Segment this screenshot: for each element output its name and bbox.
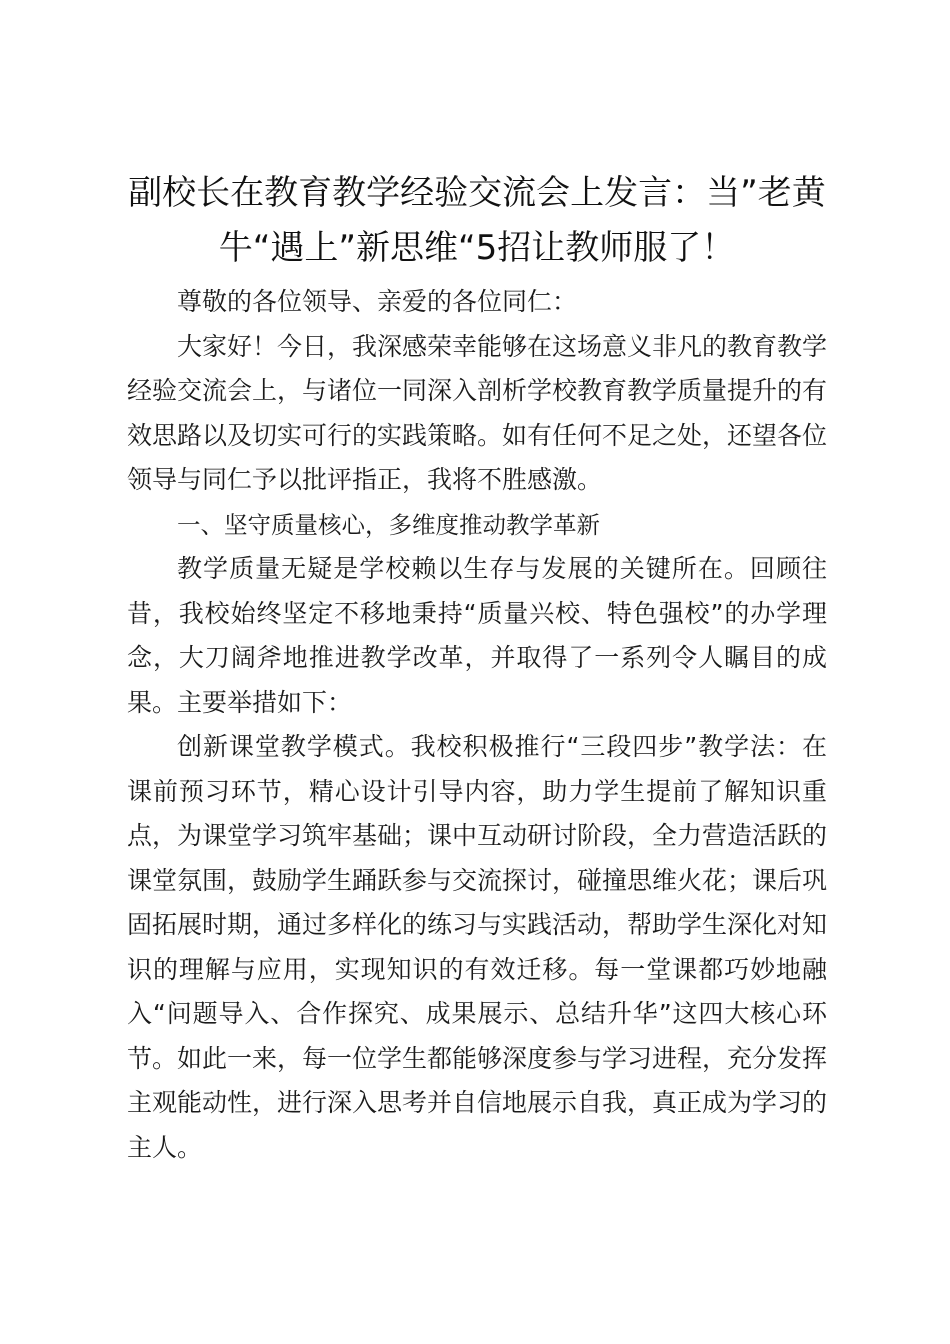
document-title: 副校长在教育教学经验交流会上发言：当”老黄牛“遇上”新思维“5招让教师服了！ bbox=[128, 173, 826, 268]
section-heading-1: 一、坚守质量核心，多维度推动教学革新 bbox=[177, 510, 600, 539]
paragraph-quality: 教学质量无疑是学校赖以生存与发展的关键所在。回顾往昔，我校始终坚定不移地秉持“质量兴校、特色强校”的办学理念，大刀阔斧地推进教学改革，并取得了一系列令人瞩目的成果。主要举措如下： bbox=[127, 554, 827, 717]
document-body bbox=[127, 166, 827, 1170]
paragraph-classroom-model: 创新课堂教学模式。我校积极推行“三段四步”教学法：在课前预习环节，精心设计引导内容，助力学生提前了解知识重点，为课堂学习筑牢基础；课中互动研讨阶段，全力营造活跃的课堂氛围，鼓励学生踊跃参与交流探讨，碰撞思维火花；课后巩固拓展时期，通过多样化的练习与实践活动，帮助学生深化对知识的理解与应用，实现知识的有效迁移。每一堂课都巧妙地融入“问题导入、合作探究、成果展示、总结升华”这四大核心环节。如此一来，每一位学生都能够深度参与学习进程，充分发挥主观能动性，进行深入思考并自信地展示自我，真正成为学习的主人。 bbox=[127, 732, 828, 1162]
paragraph-greeting: 大家好！今日，我深感荣幸能够在这场意义非凡的教育教学经验交流会上，与诸位一同深入剖析学校教育教学质量提升的有效思路以及切实可行的实践策略。如有任何不足之处，还望各位领导与同仁予以批评指正，我将不胜感激。 bbox=[127, 331, 828, 494]
salutation: 尊敬的各位领导、亲爱的各位同仁： bbox=[177, 287, 578, 316]
